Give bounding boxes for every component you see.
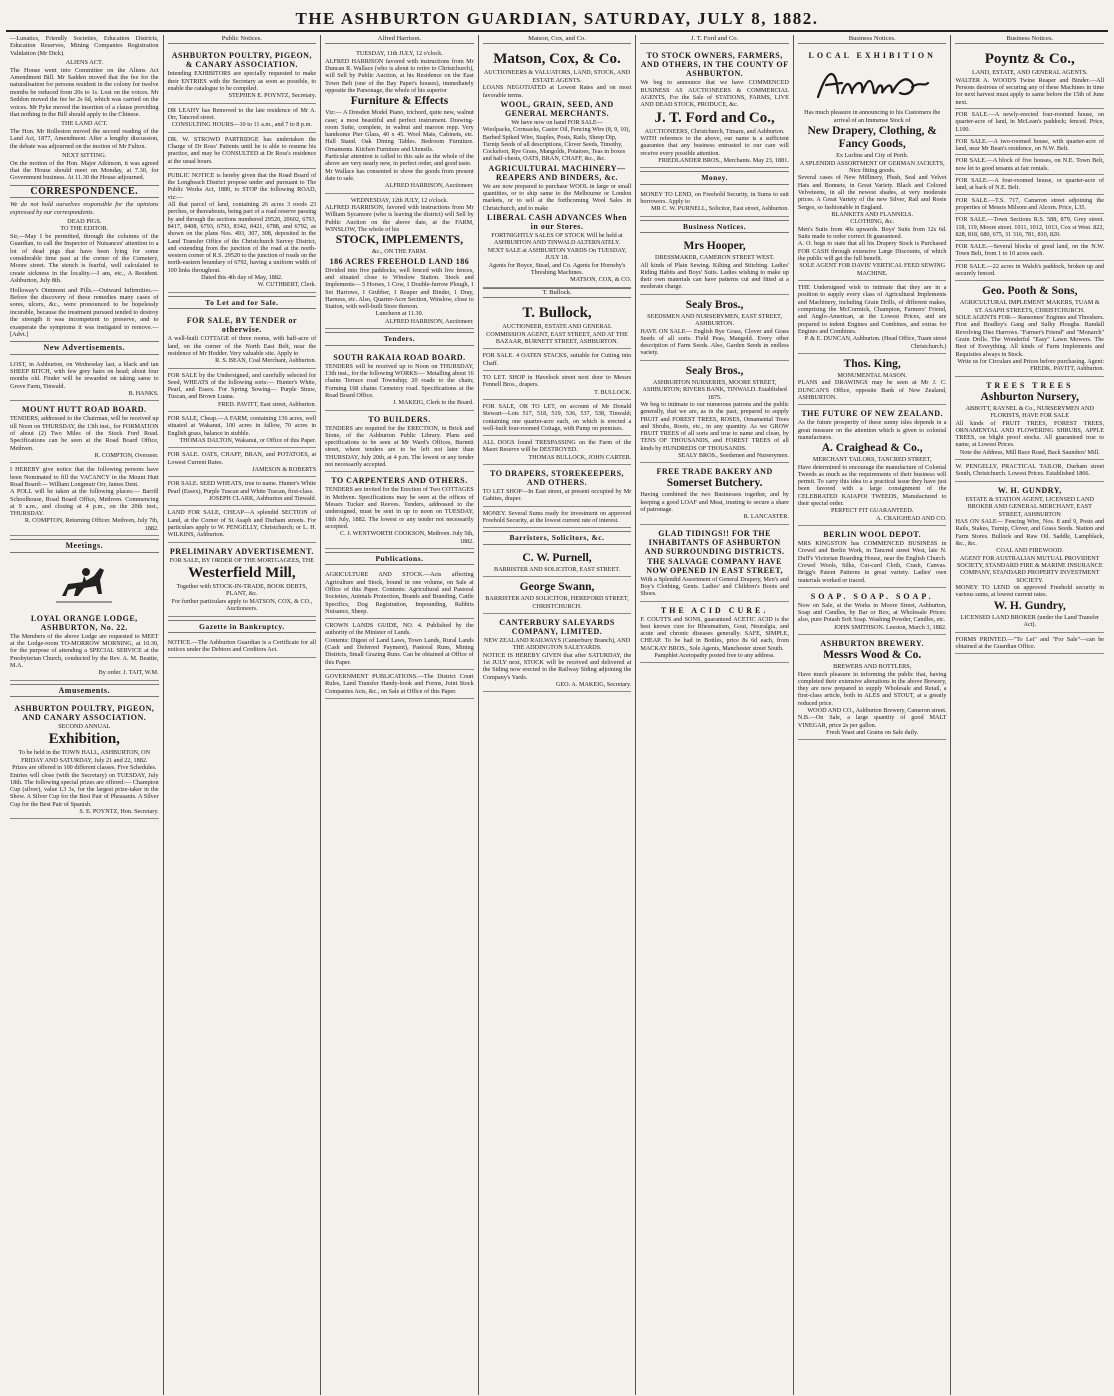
pengelly-ad bbox=[955, 460, 1104, 482]
andrew-orr-signature bbox=[798, 61, 947, 109]
strowd-ad bbox=[168, 133, 317, 169]
rakaia-ad bbox=[325, 349, 474, 411]
carpenters-ad bbox=[325, 472, 474, 549]
furniture-sale-ad bbox=[325, 47, 474, 193]
orange-text: The Members of the above Lodge are requested to MEET at the Lodge-room TO-MORROW MORNING, at 10.30, for the purpose of attending a SPECIAL SERVICE at the Presbyterian Church, conducted by the Rev. A. M. Beattie, M.A. bbox=[10, 632, 159, 669]
column-6-head: Business Notices. bbox=[798, 35, 947, 44]
poyntz-sale-1: FOR SALE.—A newly-erected four-roomed house, on quarter-acre of land, in McLean's paddock; fenced. Price, L100. bbox=[955, 111, 1105, 133]
pigs-heading: DEAD PIGS. bbox=[67, 217, 102, 225]
biz-heading-5: Business Notices. bbox=[640, 220, 789, 233]
ford-to-stock: TO STOCK OWNERS, FARMERS, AND OTHERS, IN THE COUNTY OF ASHBURTON. bbox=[640, 51, 789, 79]
stock-title: STOCK, IMPLEMENTS, bbox=[335, 234, 464, 247]
king-body: PLANS and DRAWINGS may be seen at Mr J. C. DUNCAN'S Office, opposite Bank of New Zealand, ASHBURTON. bbox=[797, 379, 947, 401]
duncan-text: THE Undersigned wish to intimate that they are in a position to supply every class of Agricultural Implements and Machinery, including Grain Drills, of different makes, comprising the McCormick, Champion, Farmers' Friend, and Anglo-American, at the Lowest Prices, and are prepared to indent Engines and Combines, and extras for Engines and Combines. bbox=[797, 284, 947, 335]
stock-sig: ALFRED HARRISON, Auctioneer. bbox=[385, 317, 474, 325]
holloway-text: Holloway's Ointment and Pills.—Outward Infirmities.—Before the discovery of these remedies many cases of sores, ulcers, &c., were pronounced to be hopelessly incurable, because the treatment pursued tended to destroy the strength it was incompetent to preserve, and to exasperate the symptoms it was instigated to remove.—[Advt.] bbox=[10, 286, 159, 339]
amusements-heading: Amusements. bbox=[10, 684, 159, 697]
poyntz-sale-6: FOR SALE.—Town Sections R.S. 588, 879, Grey street. 118, 119, Moore street. 1011, 1012, 1013, Cox st West. 822, 828, 818, 680, 675, 31 316, 781, 810, 820. bbox=[955, 216, 1105, 238]
seed-text: FOR SALE. SEED WHEATS, true to name. Hunter's White Pearl (Essex), Purple Tuscan and White Tuscan, first-class. bbox=[167, 480, 317, 495]
gundry-sub: ESTATE & STATION AGENT, LICENSED LAND BROKER AND GENERAL MERCHANT, EAST STREET, ASHBURTON bbox=[965, 495, 1094, 518]
public-notice-body: All that parcel of land, containing 26 acres 3 roods 23 perches, or thereabouts, being part of a road reserve passing by and through the sections numbered 29520, 20602, 6793, 8417, 8408, 6793, 6793, 8342, 8421, 6788, and 6792, as shown on the plans Nos. 493, 307, 308, deposited in the Land Transfer Office of the Christchurch Survey District, and extending from the junction of the road at the north-western corner of R.S. 29520 to the junction of roads on the north-eastern boundary of 6792, having a uniform width of 100 links throughout. bbox=[167, 201, 317, 274]
stock-sale-ad bbox=[325, 194, 474, 330]
rakaia-text: TENDERS will be received up to Noon on THURSDAY, 13th inst., for the following WORKS:— Metalling about 16 chains Terrace road Township; 20 roads to the chain; Forming 168 chains Cemetery road. Specifications at the Road Board Office. bbox=[325, 362, 474, 399]
duncan-ad bbox=[798, 281, 947, 354]
lost-text: LOST, in Ashburton, on Wednesday last, a black and tan SHEEP BITCH, with few grey hairs on head; about four months old. Finder will be rewarded on taking same to Grove Farm, Tinwald. bbox=[10, 360, 159, 390]
acid-body: F. COUTTS and SONS, guaranteed ACETIC ACID is the best known cure for Rheumatism, Gout, Neuralgia, and acute and chronic diseases generally. SAFE, SIMPLE, CHEAP. To be had in Bottles, price 8s 6d each, from MACKAY BROS., Sole Agents, Manchester street South. bbox=[640, 615, 789, 652]
pooth-ad bbox=[955, 281, 1104, 376]
pooth-body: SOLE AGENTS FOR— Ransomes' Engines and Threshers. First and Bradley's Gang and Sulky Ploughs. Randall Revolving Disc Harrows. "Farmer's Friend" and "Monarch" Grain Drills. The Wonderful "Easy" Lawn Mowers. The Best of Everything. All kinds of Farm Implements and Requisites always in Stock. bbox=[955, 314, 1105, 358]
acid-title: THE ACID CURE. bbox=[660, 605, 769, 615]
acres-title: 186 ACRES FREEHOLD LAND 186 bbox=[329, 256, 470, 266]
orr-pleasure: Has much pleasure in announcing to his Customers the arrival of an Immense Stock of bbox=[804, 109, 941, 124]
poyntz-sale-2: FOR SALE.—A two-roomed house, with quarter-acre of land, near Mr Bean's residence, on N.W. Belt. bbox=[955, 137, 1105, 153]
sealy2-title: Sealy Bros., bbox=[685, 364, 744, 377]
columns bbox=[6, 35, 1108, 1395]
matson-have: We have now on hand FOR SALE— bbox=[511, 118, 603, 126]
lost-ad bbox=[10, 358, 159, 402]
column-2-head: Public Notices. bbox=[168, 35, 317, 44]
poll-sig: R. COMPTON, Returning Officer. Methven, July 7th, 1882. bbox=[24, 517, 159, 532]
swann-title: George Swann, bbox=[519, 581, 595, 594]
craighead-fit: PERFECT FIT GUARANTEED. bbox=[830, 507, 914, 515]
furniture-wallace: Mr Wallace has consented to show the goods from present date to sale. bbox=[325, 167, 474, 182]
correspondence-note: We do not hold ourselves responsible for the opinions expressed by our correspondents. bbox=[10, 201, 159, 216]
ford-sub: AUCTIONEERS, Christchurch, Timaru, and Ashburton. bbox=[644, 127, 785, 135]
wood-title: Messrs Wood & Co. bbox=[823, 649, 922, 662]
orr-cash: A. O. begs to state that all his Drapery Stock is Purchased FOR CASH through extensive Large Discounts, of which the public will get the full benefit. bbox=[797, 240, 947, 262]
cottage-ad bbox=[168, 312, 317, 368]
horse-rider-illustration bbox=[10, 556, 159, 610]
public-notice-date: Dated this 4th day of May, 1882. bbox=[201, 274, 283, 282]
brewery-ad bbox=[798, 635, 947, 740]
furniture-sig: ALFRED HARRISON, Auctioneer. bbox=[385, 182, 474, 190]
public-notice-ad bbox=[168, 169, 317, 293]
poyntz-sale-3: FOR SALE.—A block of five houses, on N.E. Town Belt, now let to good tenants at fair rentals. bbox=[955, 157, 1105, 172]
masthead bbox=[6, 8, 1108, 32]
poyntz-sale-8: FOR SALE.—22 acres in Walsh's paddock, broken up and securely fenced. bbox=[955, 262, 1105, 278]
king-ad bbox=[798, 354, 947, 405]
matson-items: Woolpacks, Cornsacks, Castor Oil, Fencing Wire (8, 9, 10), Barbed Spiked Wire, Staples, Posts, Rails, Sheep Dip, Turnip Seeds of all descriptions, Clover Seeds, Timothy, Cocksfoot, Rye Grass, Mangolds, Potatoes, Teas in boxes and half-chests, OATS, BRAN, CHAFF, &c., &c. bbox=[482, 126, 631, 163]
king-sub: MONUMENTAL MASON. bbox=[837, 371, 907, 379]
cottage-title: FOR SALE, BY TENDER or otherwise. bbox=[186, 316, 298, 335]
craighead-ad bbox=[798, 405, 947, 526]
railways-text: NOTICE IS HEREBY GIVEN that after SATURDAY, the 1st JULY next, STOCK will be received and delivered at the Siding now erected to the Railway Siding adjoining the Company's Yards. bbox=[482, 651, 632, 681]
furniture-title: Furniture & Effects bbox=[350, 95, 449, 108]
matson-sub: AUCTIONEERS & VALUATORS, LAND, STOCK, AND ESTATE AGENTS. bbox=[483, 69, 631, 84]
orr-clothing-body: Men's Suits from 40s upwards. Boys' Suits from 12s 6d. Suits made to order correct fit guaranteed. bbox=[797, 225, 947, 241]
bullock-title: T. Bullock, bbox=[522, 305, 592, 322]
column-4-head: Matson, Cox, and Co. bbox=[483, 35, 632, 44]
exhibition-entries: Entries will close (with the Secretary) on TUESDAY, July 18th. The following special prizes are offered:— Champion Cup (silver), value L3 3s, for the largest prize-taker in the Show. A Silver Cup for the Best Pair of Pheasants. A Silver Cup for the Best Pair of Spanish. bbox=[10, 771, 159, 808]
berlin-body: MRS KINGSTON has COMMENCED BUSINESS in Crewel and Berlin Work, in Tancred street West, late N. Duff's Victorian Boarding House, near the English Church. Crewel Wools, Silks, Cut-card Cloth, Crash, Canvas. Brigg's Patent Patterns in great variety. Ladies' own materials worked or traced. bbox=[797, 540, 947, 584]
soap-title: SOAP. SOAP. SOAP. bbox=[810, 591, 934, 601]
sealy2-sig: SEALY BROS., Seedsmen and Nurserymen. bbox=[678, 452, 789, 459]
sealy1-ad bbox=[640, 295, 789, 361]
drapers-text: TO LET SHOP—In East street, at present occupied by Mr Gabites, draper. bbox=[482, 488, 632, 503]
pigeon-text: Intending EXHIBITORS are specially requested to make their ENTRIES with the Secretary as soon as possible, to enable the catalogue to be compiled. bbox=[167, 70, 317, 92]
orr-body: Several cases of New Millinery, Plush, Seal and Velvet Hats and Bonnets, in Great Variety. Black and Colored Velveteens, in all the newest shades, at very moderate prices. A Great Variety of the new Silver, Rail and Rosie Serges, so fashionable in England. bbox=[797, 174, 947, 211]
farm-sig: THOMAS DALTON, Wakanui, or Office of this Paper. bbox=[179, 437, 317, 445]
money-text: MONEY. Several Sums ready for investment on approved Freehold Security, at the lowest current rate of interest. bbox=[482, 509, 632, 525]
furniture-intro: ALFRED HARRISON favored with instructions from Mr Duncan R. Wallace (who is about to retire to Christchurch), will Sell by Public Auction, at his Residence on the East Town Belt (one of the Bay Paper's houses), immediately opposite the Parsonage, the whole of his superior bbox=[325, 57, 474, 94]
matson-loans: LOANS NEGOTIATED at Lowest Rates and on most favorable terms. bbox=[482, 84, 632, 99]
orr-drapery-title: New Drapery, Clothing, & Fancy Goods, bbox=[807, 125, 937, 151]
matson-next-sale: NEXT SALE at ASHBURTON YARDS On TUESDAY, JULY 18. bbox=[487, 246, 627, 262]
dogs-ad bbox=[483, 436, 632, 465]
prelim-sale: FOR SALE, BY ORDER OF THE MORTGAGEES, THE bbox=[169, 556, 315, 564]
local-exhibition-title: LOCAL EXHIBITION bbox=[808, 51, 936, 61]
public-notice-sig: W. CUTHBERT, Clerk. bbox=[257, 281, 317, 289]
horse-icon bbox=[54, 558, 114, 608]
column-2 bbox=[164, 35, 322, 1395]
exhibition-held: To be held in the TOWN HALL, ASHBURTON, ON FRIDAY AND SATURDAY, July 21 and 22, 1882. bbox=[18, 749, 151, 764]
pooth-sub: AGRICULTURAL IMPLEMENT MAKERS, TUAM & ST. ASAPH STREETS, CHRISTCHURCH. bbox=[959, 299, 1100, 314]
poyntz-title: Poyntz & Co., bbox=[984, 51, 1075, 68]
seed-ad bbox=[168, 477, 317, 506]
orr-ad bbox=[798, 47, 947, 281]
poll-text: A POLL will be taken at the following places:— Barrill Schoolhouse, Road Board Office, Methven. Commencing at 9 a.m., and closing at 4 p.m., on the 20th inst., THURSDAY. bbox=[10, 488, 159, 518]
shop-sig: T. BULLOCK. bbox=[594, 388, 632, 396]
soap-sig: JOHN SMITHSON. Leeston, March 3, 1882. bbox=[833, 623, 947, 631]
exhibition-ad bbox=[10, 700, 159, 820]
poyntz-sub: LAND, ESTATE, AND GENERAL AGENTS. bbox=[971, 69, 1088, 77]
oaten-text: FOR SALE. 4 OATEN STACKS, suitable for Cutting into Chaff. bbox=[482, 352, 632, 367]
gundry-ad bbox=[955, 482, 1104, 633]
builders-text: TENDERS are required for the ERECTION, in Brick and Stone, of the Ashburton Public Library. Plans and specifications to be seen at Mr Ward's Offices, Burnett street, where tenders are to be left not later than THURSDAY, July 20th, at 4 p.m. The lowest or any tender not necessarily accepted. bbox=[325, 424, 474, 469]
strowd-text: DR. W. STROWD PARTRIDGE has undertaken the Charge of Dr Ross' Patients until he is able to resume his practice, and may be CONSULTED at Dr Ross's residence at the usual hours. bbox=[167, 135, 317, 165]
bullock-head: T. Bullock. bbox=[483, 288, 632, 298]
matson-title: Matson, Cox, & Co. bbox=[493, 51, 621, 68]
westerfield-sig: For further particulars apply to MATSON, COX, & CO., Auctioneers. bbox=[171, 597, 313, 613]
nursery-ad bbox=[955, 377, 1104, 460]
salvage-title: THE SALVAGE COMPANY HAVE NOW OPENED IN EAST STREET, bbox=[646, 556, 783, 575]
matson-sig: MATSON, COX, & CO. bbox=[570, 276, 632, 284]
prelim-title: PRELIMINARY ADVERTISEMENT. bbox=[169, 546, 314, 556]
brewery-title: ASHBURTON BREWERY. bbox=[820, 639, 924, 649]
wheats-sig: FRED. PAVITT, East street, Ashburton. bbox=[217, 400, 317, 408]
acid-ad bbox=[640, 602, 789, 664]
mount-hutt-sig: R. COMPTON, Overseer. bbox=[94, 451, 159, 459]
acid-sig: Pamphlet Acetopathy posted free to any address. bbox=[654, 652, 775, 660]
forms-text: FORMS PRINTED.—"To Let" and "For Sale"—can be obtained at the Guardian Office. bbox=[955, 635, 1105, 650]
glad-title: GLAD TIDINGS!! FOR THE INHABITANTS OF ASHBURTON AND SURROUNDING DISTRICTS. bbox=[644, 528, 785, 556]
berlin-ad bbox=[798, 526, 947, 588]
lend-text: MONEY TO LEND, on Freehold Security, in Sums to suit borrowers. Apply to bbox=[640, 190, 789, 205]
barristers-heading: Barristers, Solicitors, &c. bbox=[483, 531, 632, 544]
shop-text: TO LET. SHOP in Havelock street next door to Messrs Fennell Bros., drapers. bbox=[482, 373, 632, 389]
column-7 bbox=[951, 35, 1108, 1395]
aliens-text: The House went into Committee on the Aliens Act Amendment Bill. Mr Sadden moved that the fee for the naturalisation for persons resident in the colony for twelve months be reduced from 20s to 1s. Lost on the voices. Mr Seddon moved the fee be 2s 6d, which was carried on the voices. Mr Pyke moved the insertion of a clause providing that nothing in the Bill should apply to the Chinese. bbox=[10, 66, 159, 119]
money-heading: Money. bbox=[640, 171, 789, 184]
matson-machinery: AGRICULTURAL MACHINERY—REAPERS AND BINDERS, &c. bbox=[488, 163, 626, 182]
poyntz-sale-7: FOR SALE.—Several blocks of good land, on the N.W. Town Belt, from 1 to 10 acres each. bbox=[955, 243, 1105, 258]
exhibition-title: Exhibition, bbox=[48, 731, 120, 748]
second-annual: SECOND ANNUAL bbox=[58, 722, 111, 730]
to-let-heading: To Let and for Sale. bbox=[168, 296, 317, 309]
salvage-ad bbox=[640, 525, 789, 602]
pigs-to: TO THE EDITOR. bbox=[60, 225, 109, 233]
hooper-title: Mrs Hooper, bbox=[683, 240, 746, 253]
stock-farm: &c., ON THE FARM. bbox=[372, 248, 427, 256]
aliens-heading: ALIENS ACT. bbox=[65, 59, 103, 67]
salvage-body: With a Splendid Assortment of General Drapery, Men's and Boy's Clothing, Gents. Ladies' and Children's Boots and Shoes. bbox=[640, 575, 789, 598]
ford-body: WITH reference to the above, our name is a sufficient guarantee that any business entrusted to our care will receive every possible attention. bbox=[640, 135, 789, 157]
wheats-text: FOR SALE by the Undersigned, and carefully selected for Seed, WHEATS of the following sorts:— Hunter's White, Pearl, and Essex. For Spring Sowing— Purple Straw, Tuscan, and Brown Luana. bbox=[167, 371, 317, 401]
craighead-title: A. Craighead & Co., bbox=[821, 442, 923, 455]
correspondence-heading: CORRESPONDENCE. bbox=[10, 185, 159, 198]
furniture-note: Particular attention is called to this sale as the whole of the above are very nearly new, in perfect order, and good taste. bbox=[325, 153, 474, 168]
soap-ad bbox=[798, 588, 947, 635]
hooper-body: All kinds of Plain Sewing. Kilting and Stitching. Ladies' Riding Habits and Boys' Suits. Ladies wishing to make up their own materials can have patterns cut and fitted at a moderate charge. bbox=[640, 261, 789, 291]
poyntz-sale-5: FOR SALE.—T.S. 717, Cameron street adjoining the properties of Messrs Milsom and Alcorn. Price, L35. bbox=[955, 196, 1105, 211]
new-ads-heading: New Advertisements. bbox=[10, 341, 159, 354]
westerfield-title: Westerfield Mill, bbox=[188, 565, 296, 582]
ford-commenced: We beg to announce that we have COMMENCED BUSINESS AS AUCTIONEERS & COMMERCIAL AGENTS, For the Sale of STATIONS, FARMS, LIVE AND DEAD STOCK, PRODUCE, &c. bbox=[640, 79, 789, 109]
gundry-title: W. H. GUNDRY, bbox=[997, 485, 1062, 495]
meetings-heading: Meetings. bbox=[10, 539, 159, 552]
swann-sub: BARRISTER AND SOLICITOR, HEREFORD STREET, CHRISTCHURCH. bbox=[485, 595, 629, 610]
farm-ad bbox=[168, 412, 317, 448]
crown-ad bbox=[325, 619, 474, 670]
pigeon-ad bbox=[168, 47, 317, 103]
shop-ad bbox=[483, 371, 632, 400]
carpenters-sig: C. J. WENTWORTH COOKSON, Methven. July 5th, 1882. bbox=[339, 530, 474, 545]
dogs-sig: THOMAS BULLOCK, JOHN CARTER. bbox=[528, 453, 632, 461]
orr-davis: SOLE AGENT FOR DAVIS' VERTICAL FEED SEWING MACHINE. bbox=[799, 262, 946, 277]
bullock-ad bbox=[483, 301, 632, 349]
gundry-coal: COAL AND FIREWOOD. bbox=[996, 547, 1064, 555]
wood-sig: WOOD AND CO., Ashburton Brewery, Cameron street. bbox=[807, 707, 947, 715]
exhibition-sig: S. E. POYNTZ, Hon. Secretary. bbox=[79, 808, 159, 816]
purnell-title: C. W. Purnell, bbox=[522, 551, 592, 564]
railways-sig: GEO. A. MAKEIG, Secretary. bbox=[555, 680, 632, 688]
next-text: On the motion of the Hon. Major Atkinson, it was agreed that the House should meet on Monday, at 7.30, for Government business. At 11.30 the House adjourned. bbox=[10, 159, 159, 182]
land-heading: THE LAND ACT. bbox=[61, 120, 108, 128]
gundry-agent: AGENT FOR AUSTRALIAN MUTUAL PROVIDENT SOCIETY, STANDARD FIRE & MARINE INSURANCE COMPANY, STANDARD PROPERTY INVESTMENT SOCIETY. bbox=[956, 554, 1103, 584]
leahy-hours: CONSULTING HOURS—10 to 11 a.m., and 7 to 8 p.m. bbox=[171, 121, 312, 129]
letsale-ad bbox=[483, 400, 632, 436]
public-notice-text: PUBLIC NOTICE is hereby given that the Road Board of the Longbeach District propose under and pursuant to The Public Works Act, 1880, to STOP the following ROAD, viz:— bbox=[167, 171, 317, 201]
nursery-title: Ashburton Nursery, bbox=[980, 390, 1079, 403]
gundry-lend: MONEY TO LEND on approved Freehold security in various sums, at lowest current rates. bbox=[955, 584, 1105, 599]
builders-ad bbox=[325, 411, 474, 473]
poultry-title: ASHBURTON POULTRY, PIGEON, AND CANARY ASSOCIATION. bbox=[14, 703, 155, 722]
matson-ad bbox=[483, 47, 632, 287]
purnell-ad bbox=[483, 548, 632, 577]
orr-ex: Ex Lurline and City of Perth. bbox=[836, 152, 909, 160]
purnell-sub: BARRISTER AND SOLICITOR, EAST STREET. bbox=[493, 565, 621, 573]
article-intro: —Lunatics, Friendly Societies, Education Districts, Education Reserves, Mining Companies Registration Validation (Mr Dick). bbox=[10, 35, 159, 57]
sealy2-ad bbox=[640, 361, 789, 464]
rakaia-title: SOUTH RAKAIA ROAD BOARD. bbox=[333, 352, 466, 362]
masthead-title: THE ASHBURTON GUARDIAN, SATURDAY, JULY 8, 1882. bbox=[295, 9, 819, 28]
column-3-head: Alfred Harrison. bbox=[325, 35, 474, 44]
poyntz-sale-4: FOR SALE.—A four-roomed house, or quarter-acre of land, at back of N.E. Belt. bbox=[955, 177, 1105, 192]
publications-heading: Publications. bbox=[325, 552, 474, 565]
soap-body: Now on Sale, at the Works in Moore Street, Ashburton, Soap and Candles, by Bar or Box, at Wholesale Prices: also, pure Potash Soft Soap. Washing Powder, Candles, etc. bbox=[797, 601, 947, 624]
ford-title: J. T. Ford and Co., bbox=[654, 109, 775, 126]
swann-ad bbox=[483, 577, 632, 614]
gazette-heading: Gazette in Bankruptcy. bbox=[168, 620, 317, 633]
free-trade-title: FREE TRADE BAKERY AND bbox=[656, 467, 773, 477]
furniture-date: TUESDAY, 11th JULY, 12 o'clock. bbox=[356, 50, 443, 58]
wheats-ad bbox=[168, 369, 317, 413]
railways-title: NEW ZEALAND RAILWAYS (Canterbury Branch), AND THE ADDINGTON SALEYARDS. bbox=[483, 636, 631, 652]
column-5 bbox=[636, 35, 794, 1395]
govt-ad bbox=[325, 670, 474, 699]
rakaia-sig: J. MAKEIG, Clerk to the Board. bbox=[392, 399, 474, 407]
column-1 bbox=[6, 35, 164, 1395]
matson-prepared: We are now prepared to purchase WOOL in large or small quantities, or to ship same to the Melbourne or London markets, or to sell at the forthcoming Wool Sales in Christchurch, and to make bbox=[482, 182, 632, 212]
future-body: As the future prosperity of these sunny isles depends in a great measure on the attention which is given to colonial manufactures. bbox=[797, 419, 947, 441]
letsale-text: FOR SALE, OR TO LET, on account of Mr Donald Stewart—Lots 517, 518, 519, 536, 537, 538, Tinwald; containing one quarter-acre each, on which is erected a well-built four-roomed Cottage, with Pump on premises. bbox=[482, 402, 632, 432]
duncan-sig: P. & E. DUNCAN, Ashburton. (Head Office, Tuam street Christchurch.) bbox=[804, 335, 947, 350]
bullock-sub: AUCTIONEER, ESTATE AND GENERAL COMMISSION AGENT, EAST STREET, AND AT THE BAZAAR, BURNETT STREET, ASHBURTON. bbox=[486, 323, 628, 345]
pooth-title: Geo. Pooth & Sons, bbox=[981, 285, 1078, 298]
ford-sig: FRIEDLANDER BROS., Merchants. May 23, 1881. bbox=[658, 156, 789, 164]
nursery-sig: Note the Address, Mill Race Road, Back Saunders' Mill. bbox=[959, 448, 1100, 456]
somerset-body: Having combined the two Businesses together, and by keeping a good LOAF and Meat, trusting to secure a share of patronage. bbox=[640, 491, 789, 513]
berlin-title: BERLIN WOOL DEPOT. bbox=[823, 530, 922, 540]
tenders-heading: Tenders. bbox=[325, 332, 474, 345]
gazette-text: NOTICE.—The Ashburton Guardian is a Certificate for all notices under the Debtors and Creditors Act. bbox=[167, 639, 317, 654]
land-text: The Hon. Mr Rolleston moved the second reading of the Land Act, 1877, Amendment. After a lengthy discussion, the debate was adjourned on the motion of Mr Fulton. bbox=[10, 127, 159, 150]
column-6 bbox=[794, 35, 952, 1395]
mount-hutt-text: TENDERS, addressed to the Chairman, will be received up till Noon on THURSDAY, the 13th inst., for FORMATION of about (2) Two Miles of the Stock Ford Road. Specifications can be seen at the Road Board Office, Methven. bbox=[10, 415, 159, 452]
ford-ad bbox=[640, 47, 789, 168]
land-text: LAND FOR SALE, CHEAP—A splendid SECTION of Land, at the Corner of St Asaph and Durham streets. For particulars apply to W. PENGELLY, Christchurch; or L. H. WILKINS, Ashburton. bbox=[167, 509, 317, 539]
pigeon-title: ASHBURTON POULTRY, PIGEON, & CANARY ASSOCIATION. bbox=[171, 51, 312, 70]
seed-sig: JOSEPH CLARK, Ashburton and Tinwald. bbox=[208, 495, 317, 503]
craighead-sig: A. CRAIGHEAD AND CO. bbox=[876, 514, 947, 522]
wood-body: Have much pleasure in informing the public that, having completed their extensive alterations in the above Brewery, they are now prepared to supply Wholesale and Retail, a first-class article, both in ALES and STOUT, at a greatly reduced price. bbox=[797, 670, 947, 707]
orange-title: LOYAL ORANGE LODGE, ASHBURTON, No. 22. bbox=[30, 613, 138, 632]
column-5-head: J. T. Ford and Co. bbox=[640, 35, 789, 44]
govt-text: GOVERNMENT PUBLICATIONS.—The District Court Rules, Land Transfer Handy-book and Forms, Joint Stock Companies Acts, &c., on Sale at Office of this Paper. bbox=[325, 672, 474, 695]
column-7-head: Business Notices. bbox=[955, 35, 1104, 44]
nursery-body: All kinds of FRUIT TREES, FOREST TREES, ORNAMENTAL AND FLOWERING SHRUBS, APPLE TREES, on blight proof stocks. All guaranteed true to name, at Lowest Prices. bbox=[955, 419, 1105, 449]
craighead-sub: MERCHANT TAILORS, TANCRED STREET, bbox=[812, 456, 932, 464]
king-title: Thos. King, bbox=[843, 357, 901, 370]
furniture-list: Viz:— A Dresden Model Piano, trichord, quite new, walnut case; a most beautiful and perfect instrument. Drawing-room Suite, complete, in walnut and maroon repp. Very handsome Pier Glass, 40 x 45. Wool Mats, Cabinets, etc. Hall Stand. Oak Dining Tables. Bedroom Furniture. Ornaments. Kitchen Furniture and Utensils. bbox=[325, 109, 474, 153]
money-ad bbox=[483, 507, 632, 529]
pengelly-text: W. PENGELLY, PRACTICAL TAILOR, Durham street South, Christchurch. Lowest Prices. Established 1866. bbox=[955, 463, 1105, 478]
stock-date: WEDNESDAY, 12th JULY, 12 o'clock. bbox=[350, 196, 449, 204]
wood-malt: N.B.—On Sale, a large quantity of good MALT VINEGAR, price 2s per gallon. bbox=[797, 714, 947, 729]
oats-ad bbox=[168, 448, 317, 477]
somerset-title: Somerset Butchery. bbox=[666, 477, 763, 490]
dogs-text: ALL DOGS found TRESPASSING on the Farm of the Maori Reserve will be DESTROYED. bbox=[482, 439, 632, 454]
column-3 bbox=[321, 35, 479, 1395]
lost-sig: B. HANKS. bbox=[128, 390, 159, 398]
westerfield-ad bbox=[168, 543, 317, 617]
stock-lunch: Luncheon at 11.30. bbox=[375, 310, 424, 318]
leahy-text: DR LEAHY has Removed to the late residence of Mr A. Orr, Tancred street. bbox=[167, 106, 317, 121]
sealy1-title: Sealy Bros., bbox=[685, 298, 744, 311]
sealy1-body: HAVE ON SALE— English Rye Grass, Clover and Grass Seeds of all sorts. Field Peas, Mangold. Every other description of Farm Seeds. Also, Garden Seeds in endless variety. bbox=[640, 327, 789, 357]
westerfield-body: Together with STOCK-IN-TRADE, BOOK DEBTS, PLANT, &c. bbox=[176, 583, 308, 598]
sealy2-sub: ASHBURTON NURSERIES, MOORE STREET, ASHBURTON; RIVERS BANK, TINWALD. Established 1875. bbox=[642, 378, 787, 401]
drapers-title: TO DRAPERS, STOREKEEPERS, AND OTHERS. bbox=[490, 469, 625, 488]
hooper-ad bbox=[640, 236, 789, 295]
wood-yeast: Fresh Yeast and Grains on Sale daily. bbox=[826, 729, 919, 737]
pigeon-sig: STEPHEN E. POYNTZ, Secretary. bbox=[228, 92, 317, 100]
gundry2-title: W. H. Gundry, bbox=[993, 599, 1066, 612]
wood-sub: BREWERS AND BOTTLERS, bbox=[833, 663, 912, 671]
poyntz-reaper: WALTER A. WOOD'S Twine Reaper and Binder.—All Persons desirous of securing any of these Machines in time for next harvest must apply to same before the 15th of June next. bbox=[955, 76, 1105, 106]
crown-title: CROWN LANDS GUIDE, NO. 4. Published by the authority of the Minister of Lands. bbox=[325, 622, 474, 637]
carpenters-title: TO CARPENTERS AND OTHERS. bbox=[331, 476, 468, 486]
exhibition-prizes: Prizes are offered in 100 different classes. Five Schedules. bbox=[12, 764, 157, 772]
somerset-sig: R. LANCASTER. bbox=[743, 513, 789, 521]
orr-blankets: BLANKETS AND FLANNELS. bbox=[831, 210, 913, 218]
cottage-sig: R. S. BEAN, Coal Merchant, Ashburton. bbox=[215, 357, 317, 365]
pigs-letter: Sir,—May I be permitted, through the columns of the Guardian, to call the Inspector of Nuisances' attention to a lot of dead pigs that have been lying for some considerable time past at the corner of the Cemetery, Moore street. The stench is fearful, well calculated to create sickness in the locality.—I am, etc., A Resident. Ashburton, July 8th. bbox=[10, 232, 159, 285]
forms-ad bbox=[955, 633, 1104, 655]
agri-ad bbox=[325, 568, 474, 619]
land-ad bbox=[168, 506, 317, 542]
orange-lodge-ad bbox=[10, 610, 159, 681]
saleyards-ad bbox=[483, 614, 632, 692]
lend-sig: MR C. W. PURNELL, Solicitor, East street, Ashburton. bbox=[651, 205, 789, 213]
acres-body: Divided into five paddocks; well fenced with live fences, and situated close to Winslow Station. Stock and Implements— 5 Horses, 1 Cow, 1 Double-furrow Plough, 1 Set Harrows, 1 Grubber, 1 Reaper and Binder, 1 Dray, Harness, etc. Also, Quarter-Acre Section, Winslow, close to Station, with well-built Store thereon. bbox=[325, 266, 474, 311]
sealy1-sub: SEEDSMEN AND NURSERYMEN, EAST STREET, ASHBURTON. bbox=[647, 312, 783, 328]
leahy-ad bbox=[168, 104, 317, 133]
nomination-ad bbox=[10, 463, 159, 536]
mount-hutt-ad bbox=[10, 401, 159, 463]
trees-title: TREES TREES bbox=[986, 380, 1074, 390]
gazette-ad bbox=[168, 636, 317, 658]
crown-text: Contents: Digest of Land Laws, Town Lands, Rural Lands (Cash and Deferred Payment), Pastoral Runs, Mining Districts, Small Grazing Runs. Can be obtained at Office of this Paper. bbox=[325, 636, 474, 666]
stock-intro: ALFRED HARRISON, favored with instructions from Mr William Sycamore (who is leaving the district) will Sell by Public Auction on the above date, at the FARM, WINSLOW, The whole of his bbox=[325, 204, 474, 233]
drapers-ad bbox=[483, 465, 632, 507]
craighead-body: Have determined to encourage the manufacture of Colonial Tweeds as much as the requirements of their business will permit. To carry this idea to a practical issue they have just been favored with a large consignment of the CELEBRATED KAIAPOI TWEEDS, Manufactured to their special order. bbox=[797, 463, 947, 507]
gundry-body: HAS ON SALE— Fencing Wire, Nos. 8 and 9, Posts and Rails, Stakes, Turnip, Clover, and Grass Seeds. Station and Farm Stores. Bullock and Raw Oil. Saddle, Lampblack, &c., &c. bbox=[955, 517, 1105, 547]
oats-sig: JAMESON & ROBERTS bbox=[252, 466, 317, 474]
future-title: THE FUTURE OF NEW ZEALAND. bbox=[801, 409, 944, 419]
pooth-sig: Write us for Circulars and Prices before purchasing. Agent: FREDK. PAVITT, Ashburton. bbox=[957, 357, 1105, 373]
nursery-sub: ABBOTT, RAYNEL & Co., NURSERYMEN AND FLORISTS, HAVE FOR SALE bbox=[965, 404, 1094, 420]
agri-text: AGRICULTURE AND STOCK.—Acts affecting Agriculture and Stock, bound in one volume, on Sale at Office of this Paper. Contents: Agricultural and Pastoral Societies, Animals Protection, Brands and Branding, Cattle Specifics, Dog Registration, Impounding, Rabbits Nuisance, Sheep. bbox=[325, 571, 474, 615]
sealy2-body: We beg to intimate to our numerous patrons and the public generally, that we are, as in the past, prepared to supply FRUIT and FOREST TREES, ROSES, Ornamental Trees and Shrubs, Roots, etc., in any quantity. As we GROW FRUIT TREES of all sorts and true to name and clean, by TENS OF THOUSANDS, and FOREST TREES of all kinds by HUNDREDS OF THOUSANDS. bbox=[640, 400, 789, 452]
matson-fortnight: FORTNIGHTLY SALES OF STOCK Will be held at ASHBURTON AND TINWALD ALTERNATELY. bbox=[491, 231, 623, 247]
carpenters-text: TENDERS are invited for the Erection of Two COTTAGES in Methven. Specifications may be seen at the offices of Messrs Tucker and Reeves. Tenders, addressed to the undersigned, must be sent in up to noon on TUESDAY, 18th July, 1882. The lowest or any tender not necessarily accepted. bbox=[325, 486, 474, 530]
next-heading: NEXT SITTING. bbox=[62, 152, 107, 160]
oaten-ad bbox=[483, 349, 632, 371]
hooper-sub: DRESSMAKER, CAMERON STREET WEST. bbox=[655, 254, 775, 262]
gundry2-sub: LICENSED LAND BROKER (under the Land Transfer Act). bbox=[960, 613, 1100, 629]
farm-text: FOR SALE, Cheap.—A FARM, containing 136 acres, well situated at Wakanui, 100 acres in fallow, 70 acres in English grass, balance in stubble. bbox=[167, 415, 317, 437]
signature-icon bbox=[812, 63, 932, 107]
orr-clothing: CLOTHING, &c. bbox=[850, 218, 895, 226]
matson-wool: WOOL, GRAIN, SEED, AND GENERAL MERCHANTS. bbox=[500, 99, 614, 118]
somerset-ad bbox=[640, 463, 789, 524]
builders-title: TO BUILDERS. bbox=[368, 414, 431, 424]
cottage-text: A well-built COTTAGE of three rooms, with half-acre of land, on the corner of the North East Belt, near the residence of Mr Hodder. Very valuable site. Apply to bbox=[167, 335, 317, 357]
orr-german: A SPLENDID ASSORTMENT OF GERMAN JACKETS, Nice fitting goods. bbox=[799, 159, 945, 175]
saleyards-title: CANTERBURY SALEYARDS COMPANY, LIMITED. bbox=[499, 617, 615, 636]
poyntz-ad bbox=[955, 47, 1104, 281]
matson-liberal: LIBERAL CASH ADVANCES When in our Stores. bbox=[486, 212, 628, 231]
mount-hutt-title: MOUNT HUTT ROAD BOARD. bbox=[22, 405, 147, 415]
nomination-text: I HEREBY give notice that the following persons have been Nominated to fill the VACANCY in the Mount Hutt Road Board:— William Longmuir Orr, James Dent. bbox=[10, 466, 159, 488]
oats-text: FOR SALE. OATS, CHAFF, BRAN, and POTATOES, at Lowest Current Rates. bbox=[167, 451, 317, 466]
column-4 bbox=[479, 35, 637, 1395]
matson-agents: Agents for Boyce, Stead, and Co. Agents for Hornsby's Threshing Machines. bbox=[488, 261, 626, 276]
orange-sig: By order. J. TAIT, W.M. bbox=[98, 669, 159, 677]
lend-ad bbox=[640, 188, 789, 217]
